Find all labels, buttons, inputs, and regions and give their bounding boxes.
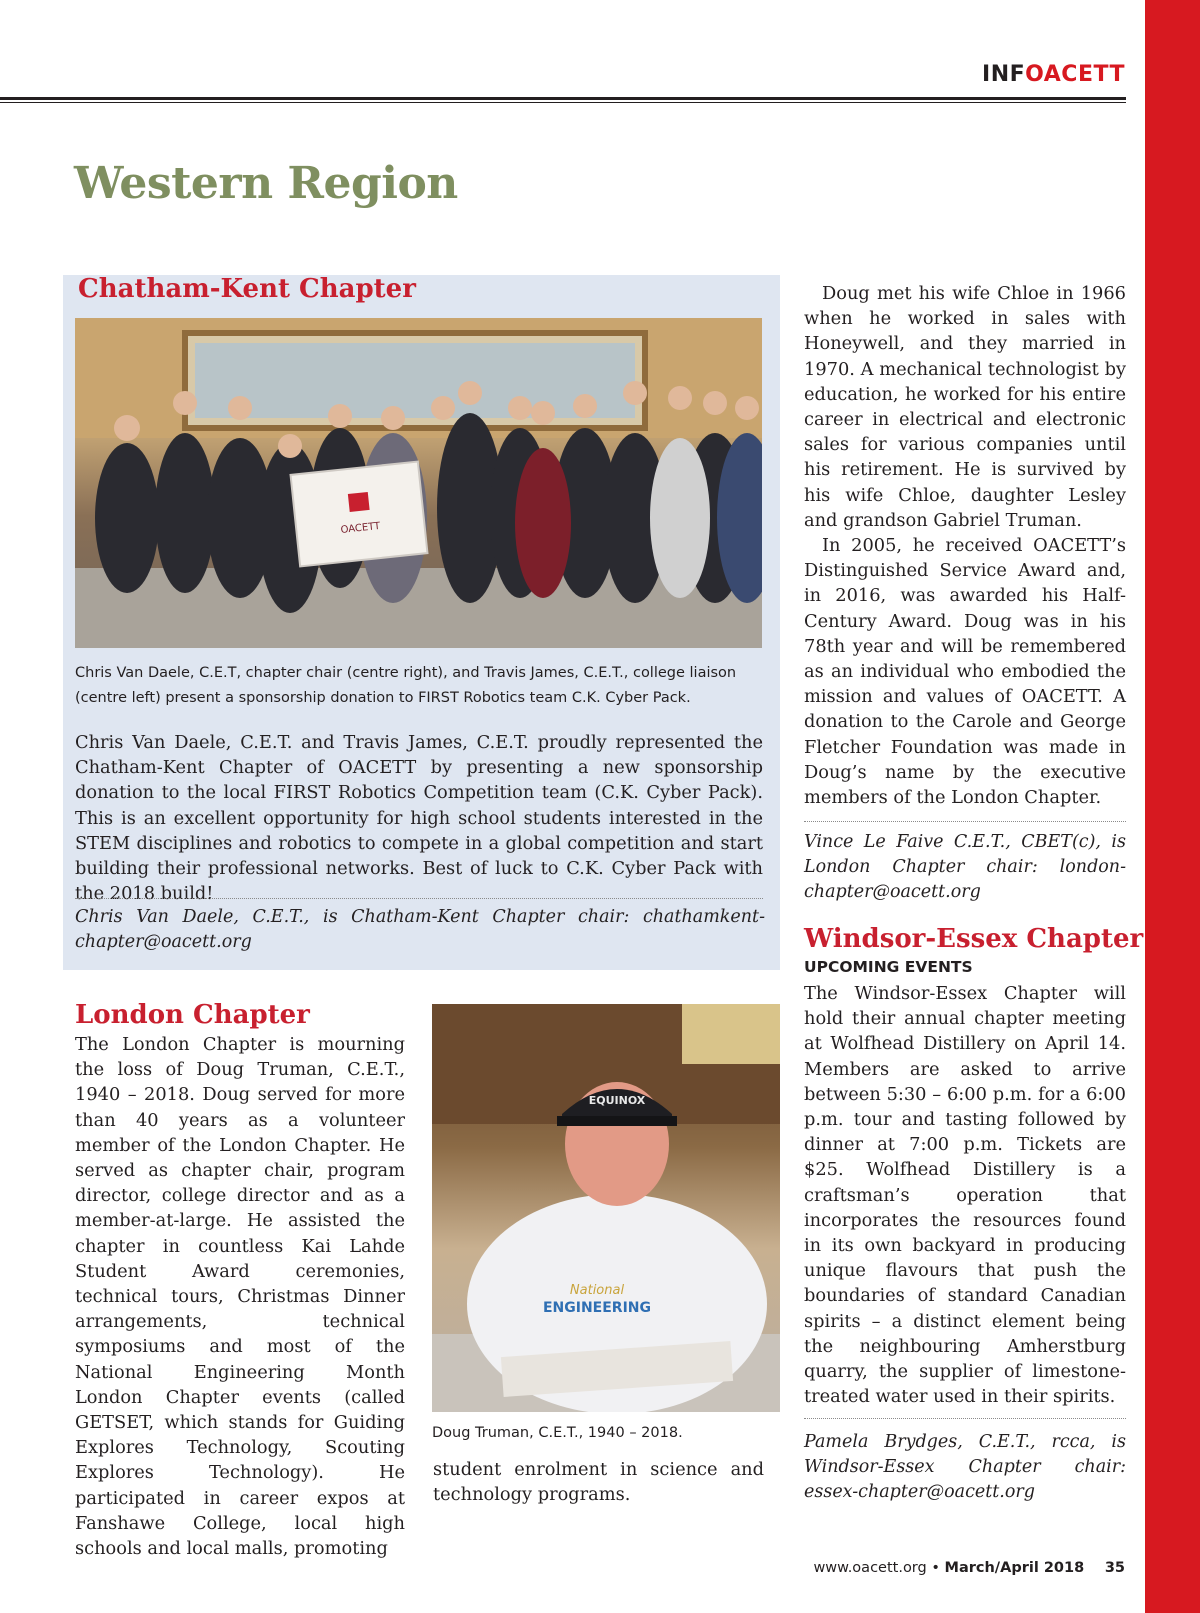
header-rule-thin (0, 102, 1126, 103)
london-body-part1: The London Chapter is mourning the loss of Doug Truman, C.E.T., 1940 – 2018. Doug served for more than 40 years as a volunteer member of the London Chapter. He served as chapter chair, program director, college director and as a member-at-large. He assisted the chapter in countless Kai Lahde Student Award ceremonies, technical tours, Christmas Dinner arrangements, technical symposiums and most of the National Engineering Month London Chapter events (called GETSET, which stands for Guiding Explores Technology, Scouting Explores Technology). He participated in career expos at Fanshawe College, local high schools and local malls, promoting (75, 1034, 405, 1560)
windsor-essex-divider (804, 1418, 1126, 1419)
windsor-essex-body: The Windsor-Essex Chapter will hold their annual chapter meeting at Wolfhead Distillery on April 14. Members are asked to arrive between 5:30 – 6:00 p.m. for a 6:00 p.m. tour and tasting followed by dinner at 7:00 p.m. Tickets are $25. Wolfhead Distillery is a craftsman’s operation that incorporates the resources found in its own backyard in producing unique flavours that push the boundaries of standard Canadian spirits – a distinct element being the neighbouring Amherstburg quarry, the supplier of limestone-treated water used in their spirits. (804, 983, 1126, 1408)
page-footer (813, 1560, 1125, 1576)
robotics-team-photo-graphic (75, 318, 762, 648)
masthead-part1: INF (982, 62, 1026, 87)
london-body-part2: student enrolment in science and technology programs. (433, 1459, 764, 1506)
shirt-text-line1: National (569, 1283, 625, 1298)
footer-url: www.oacett.org (813, 1560, 927, 1576)
chatham-kent-divider (75, 898, 763, 899)
header-rule-thick (0, 97, 1126, 100)
doug-truman-photo-graphic (432, 1004, 780, 1412)
masthead-part2: OACETT (1025, 62, 1125, 87)
masthead (982, 62, 1125, 87)
windsor-essex-heading: Windsor-Essex Chapter (804, 924, 1144, 954)
right-edge-color-bar (1145, 0, 1200, 1613)
doug-truman-photo (432, 1004, 780, 1412)
shirt-text-line2: ENGINEERING (542, 1300, 652, 1316)
cap-logo-text: EQUINOX (588, 1094, 646, 1107)
robotics-photo-caption: Chris Van Daele, C.E.T, chapter chair (centre right), and Travis James, C.E.T., college liaison (centre left) present a sponsorship donation to FIRST Robotics team C.K. Cyber Pack. (75, 665, 737, 706)
london-divider (804, 821, 1126, 822)
chatham-kent-heading: Chatham-Kent Chapter (78, 274, 416, 304)
footer-separator: • (931, 1560, 940, 1576)
windsor-essex-subheading: UPCOMING EVENTS (804, 958, 973, 976)
page-title: Western Region (74, 158, 458, 209)
london-paragraph-3: In 2005, he received OACETT’s Distinguished Service Award and, in 2016, was awarded his Half-Century Award. Doug was in his 78th year and will be remembered as an individual who embodied the mission and values of OACETT. A donation to the Carole and George Fletcher Foundation was made in Doug’s name by the executive members of the London Chapter. (804, 535, 1126, 809)
london-signature: Vince Le Faive C.E.T., CBET(c), is London Chapter chair: london-chapter@oacett.org (804, 832, 1126, 903)
chatham-kent-body: Chris Van Daele, C.E.T. and Travis James, C.E.T. proudly represented the Chatham-Kent Chapter of OACETT by presenting a new sponsorship donation to the local FIRST Robotics Competition team (C.K. Cyber Pack). This is an excellent opportunity for high school students interested in the STEM disciplines and robotics to compete in a global competition and start building their professional networks. Best of luck to C.K. Cyber Pack with the 2018 build! (75, 732, 763, 905)
windsor-essex-signature: Pamela Brydges, C.E.T., rcca, is Windsor-Essex Chapter chair: essex-chapter@oacett.org (804, 1432, 1126, 1503)
doug-truman-caption: Doug Truman, C.E.T., 1940 – 2018. (432, 1425, 683, 1441)
london-heading: London Chapter (75, 1000, 310, 1030)
page-number: 35 (1104, 1560, 1125, 1576)
certificate-label: OACETT (340, 520, 381, 536)
london-continued-text (804, 281, 1126, 810)
robotics-team-photo (75, 318, 762, 648)
chatham-kent-signature: Chris Van Daele, C.E.T., is Chatham-Kent Chapter chair: chathamkent-chapter@oacett.org (75, 907, 765, 953)
footer-issue: March/April 2018 (944, 1560, 1085, 1576)
london-paragraph-2: Doug met his wife Chloe in 1966 when he worked in sales with Honeywell, and they married in 1970. A mechanical technologist by education, he worked for his entire career in electrical and electronic sales for various companies until his retirement. He is survived by his wife Chloe, daughter Lesley and grandson Gabriel Truman. (804, 283, 1126, 531)
